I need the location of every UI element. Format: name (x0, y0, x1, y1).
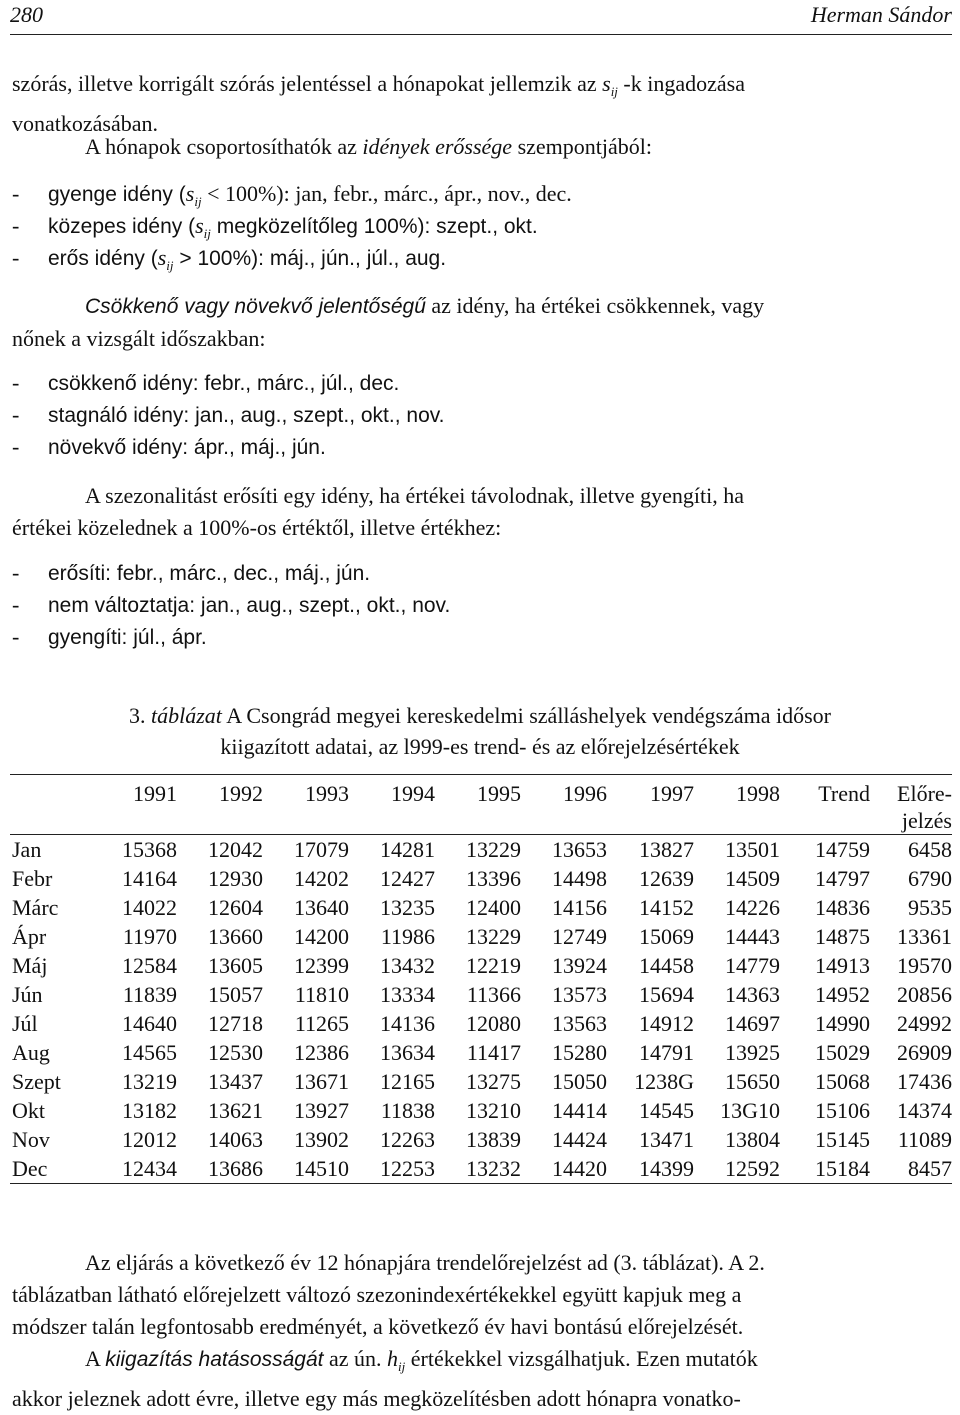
table-cell: 13229 (466, 924, 521, 949)
table-cell: 6790 (908, 866, 952, 891)
table-cell: 17436 (897, 1069, 952, 1094)
table-cell: 9535 (908, 895, 952, 920)
table-cell: 14836 (815, 895, 870, 920)
table-cell: 13232 (435, 1154, 521, 1184)
table-cell: 13235 (380, 895, 435, 920)
table-cell: 13660 (208, 924, 263, 949)
table-cell: 13G10 (720, 1098, 780, 1123)
table-cell: 13804 (725, 1127, 780, 1152)
table-cell: 13437 (208, 1069, 263, 1094)
row-label: Febr (12, 866, 53, 891)
table-cell: 14136 (380, 1011, 435, 1036)
table-row (10, 1125, 952, 1154)
table-cell: 13334 (380, 982, 435, 1007)
table-cell: 13640 (294, 895, 349, 920)
list-item: - erős idény $(s_{ij} > 100\%)$: máj., jún., júl., aug. (12, 245, 447, 273)
caption-text: kiigazított adatai, az l999-es trend- és az előrejelzésértékek (220, 734, 740, 759)
table-row (10, 1096, 952, 1125)
table-cell: 12386 (294, 1040, 349, 1065)
row-label: Ápr (12, 924, 47, 949)
table-cell: 1238G (634, 1069, 694, 1094)
table-cell: 19570 (897, 953, 952, 978)
table-cell: 12165 (380, 1069, 435, 1094)
table-cell: 14156 (552, 895, 607, 920)
table-cell: 14281 (349, 835, 435, 865)
paragraph-text: táblázatban látható előrejelzett változó szezonindexértékekkel együtt kapjuk meg a (12, 1282, 742, 1307)
paragraph-text: A hónapok csoportosíthatók az (85, 134, 357, 159)
table-cell: 13605 (208, 953, 263, 978)
table-cell: 13182 (122, 1098, 177, 1123)
emphasis-text: Csökkenő vagy növekvő jelentőségű (85, 295, 426, 318)
column-header: 1998 (694, 775, 780, 809)
table-row (10, 835, 952, 865)
math-subscript: ij (398, 1359, 406, 1374)
page-number: 280 (10, 2, 43, 27)
paragraph-text: az ún. (328, 1346, 382, 1371)
emphasis-text: idények erőssége (362, 134, 513, 159)
table-cell: 11838 (380, 1098, 435, 1123)
table-cell: 14414 (552, 1098, 607, 1123)
table-cell: 14565 (122, 1040, 177, 1065)
column-header: 1991 (80, 775, 177, 809)
table-cell: 14164 (122, 866, 177, 891)
table-cell: 14913 (815, 953, 870, 978)
table-cell: 13361 (897, 924, 952, 949)
table-row (10, 1154, 952, 1184)
table-cell: 11839 (122, 982, 177, 1007)
table-cell: 14640 (122, 1011, 177, 1036)
table-cell: 12012 (122, 1127, 177, 1152)
math-variable: s (602, 71, 611, 96)
data-table (10, 774, 952, 1184)
table-cell: 14498 (552, 866, 607, 891)
table-cell: 14779 (725, 953, 780, 978)
table-cell: 14226 (725, 895, 780, 920)
row-label: Aug (12, 1040, 50, 1065)
paragraph-text: akkor jeleznek adott évre, illetve egy más megközelítésben adott hónapra vonatko- (12, 1386, 741, 1411)
table-cell: 13210 (466, 1098, 521, 1123)
table-cell: 14420 (521, 1154, 607, 1184)
list-item: - erősíti: febr., márc., dec., máj., jún. (12, 560, 371, 585)
table-cell: 13432 (380, 953, 435, 978)
table-cell: 14990 (815, 1011, 870, 1036)
list-item: - nem változtatja: jan., aug., szept., okt., nov. (12, 592, 451, 617)
table-cell: 12263 (380, 1127, 435, 1152)
table-cell: 12604 (208, 895, 263, 920)
math-subscript: ij (610, 84, 618, 99)
table-cell: 13924 (552, 953, 607, 978)
table-cell: 13634 (380, 1040, 435, 1065)
table-cell: 13839 (466, 1127, 521, 1152)
column-header: 1997 (607, 775, 694, 809)
table-cell: 13471 (639, 1127, 694, 1152)
paragraph-intro (12, 68, 952, 140)
row-label: Jan (10, 835, 80, 865)
list-item: - növekvő idény: ápr., máj., jún. (12, 434, 326, 459)
table-cell: 14458 (639, 953, 694, 978)
list-item: - stagnáló idény: jan., aug., szept., okt., nov. (12, 402, 445, 427)
column-header-continuation: jelzés (901, 808, 952, 833)
table-cell: 12434 (80, 1154, 177, 1184)
column-header: 1993 (263, 775, 349, 809)
table-cell: 12749 (552, 924, 607, 949)
paragraph-text: értékei közelednek a 100%-os értéktől, illetve értékhez: (12, 515, 502, 540)
table-cell: 11810 (294, 982, 349, 1007)
paragraph-text: szempontjából: (517, 134, 652, 159)
table-cell: 12584 (122, 953, 177, 978)
table-cell: 15057 (208, 982, 263, 1007)
paragraph-trend (12, 290, 952, 355)
table-cell: 12592 (694, 1154, 780, 1184)
table-cell: 12400 (466, 895, 521, 920)
column-header: Trend (780, 775, 870, 809)
table-cell: 14509 (725, 866, 780, 891)
paragraph-text: nőnek a vizsgált időszakban: (12, 326, 266, 351)
table-cell: 13219 (122, 1069, 177, 1094)
table-cell: 14363 (725, 982, 780, 1007)
page-header (10, 0, 952, 35)
table-cell: 11986 (380, 924, 435, 949)
row-label: Dec (10, 1154, 80, 1184)
table-cell: 15106 (815, 1098, 870, 1123)
row-label: Szept (12, 1069, 61, 1094)
table-cell: 15050 (552, 1069, 607, 1094)
caption-label: táblázat (150, 703, 222, 728)
table-cell: 13653 (521, 835, 607, 865)
table-cell: 15069 (639, 924, 694, 949)
table-cell: 15184 (780, 1154, 870, 1184)
running-head-author: Herman Sándor (810, 2, 952, 27)
table-cell: 13501 (694, 835, 780, 865)
table-cell: 15694 (639, 982, 694, 1007)
table-cell: 13275 (466, 1069, 521, 1094)
table-cell: 13827 (607, 835, 694, 865)
caption-number: 3. (128, 703, 146, 728)
table-cell: 14063 (208, 1127, 263, 1152)
table-cell: 11417 (466, 1040, 521, 1065)
table-cell: 12042 (177, 835, 263, 865)
table-cell: 13621 (208, 1098, 263, 1123)
table-cell: 12718 (208, 1011, 263, 1036)
table-cell: 15650 (725, 1069, 780, 1094)
table-cell: 14152 (639, 895, 694, 920)
table-row (10, 1067, 952, 1096)
caption-text: A Csongrád megyei kereskedelmi szálláshelyek vendégszáma idősor (226, 703, 832, 728)
table-cell: 12427 (380, 866, 435, 891)
corner-cell (10, 775, 80, 809)
column-header: 1996 (521, 775, 607, 809)
table-row (10, 893, 952, 922)
table-cell: 13563 (552, 1011, 607, 1036)
table-row (10, 951, 952, 980)
paragraph-text: módszer talán legfontosabb eredményét, a következő év havi bontású előrejelzését. (12, 1314, 744, 1339)
column-header: Előre- (870, 775, 952, 809)
table-cell: 13229 (435, 835, 521, 865)
paragraph-text: Az eljárás a következő év 12 hónapjára trendelőrejelzést ad (3. táblázat). A 2. (85, 1250, 765, 1275)
table-cell: 12253 (349, 1154, 435, 1184)
table-cell: 14202 (294, 866, 349, 891)
paragraph-text: A szezonalitást erősíti egy idény, ha értékei távolodnak, illetve gyengíti, ha (85, 483, 744, 508)
table-cell: 12639 (639, 866, 694, 891)
table-cell: 14797 (815, 866, 870, 891)
table-cell: 13902 (294, 1127, 349, 1152)
table-cell: 6458 (870, 835, 952, 865)
column-header: 1995 (435, 775, 521, 809)
paragraph-text: az idény, ha értékei csökkennek, vagy (431, 293, 765, 318)
table-cell: 15145 (815, 1127, 870, 1152)
table-caption (0, 700, 960, 762)
table-cell: 13573 (552, 982, 607, 1007)
table-cell: 15068 (815, 1069, 870, 1094)
table-cell: 14952 (815, 982, 870, 1007)
row-label: Okt (12, 1098, 45, 1123)
math-variable: h (387, 1346, 399, 1371)
row-label: Jún (12, 982, 43, 1007)
table-cell: 11366 (466, 982, 521, 1007)
table-cell: 14424 (552, 1127, 607, 1152)
paragraph-grouping (85, 131, 952, 163)
table-cell: 15280 (552, 1040, 607, 1065)
table-cell: 14545 (639, 1098, 694, 1123)
row-label: Máj (12, 953, 48, 978)
table-cell: 12080 (466, 1011, 521, 1036)
paragraph-text: szórás, illetve korrigált szórás jelentéssel a hónapokat jellemzik az (12, 71, 597, 96)
table-cell: 14510 (263, 1154, 349, 1184)
table-cell: 13686 (177, 1154, 263, 1184)
paragraph-text: -k ingadozása (623, 71, 745, 96)
table-cell: 13927 (294, 1098, 349, 1123)
table-cell: 24992 (897, 1011, 952, 1036)
table-cell: 17079 (263, 835, 349, 865)
table-cell: 11265 (294, 1011, 349, 1036)
table-cell: 14443 (725, 924, 780, 949)
paragraph-efficiency (12, 1343, 952, 1415)
paragraph-text: vonatkozásában. (12, 111, 158, 136)
table-cell: 13925 (725, 1040, 780, 1065)
table-cell: 14399 (607, 1154, 694, 1184)
table-cell: 14875 (815, 924, 870, 949)
paragraph-text: értékekkel vizsgálhatjuk. Ezen mutatók (410, 1346, 758, 1371)
table-cell: 12219 (466, 953, 521, 978)
table-cell: 15368 (80, 835, 177, 865)
row-label: Júl (12, 1011, 38, 1036)
table-cell: 12530 (208, 1040, 263, 1065)
table-row (10, 1009, 952, 1038)
table-cell: 11089 (897, 1127, 952, 1152)
table-row (10, 980, 952, 1009)
table-cell: 14200 (294, 924, 349, 949)
row-label: Márc (12, 895, 59, 920)
table-row (10, 1038, 952, 1067)
emphasis-text: kiigazítás hatásosságát (105, 1348, 324, 1371)
table-body (10, 835, 952, 1184)
list-item: - gyenge idény $(s_{ij} < 100\%)$: jan, febr., márc., ápr., nov., dec. (12, 181, 572, 209)
column-header: 1992 (177, 775, 263, 809)
paragraph-text: A (85, 1346, 100, 1371)
table-cell: 14912 (639, 1011, 694, 1036)
table-cell: 12399 (294, 953, 349, 978)
paragraph-seasonality (12, 480, 952, 544)
table-cell: 20856 (897, 982, 952, 1007)
table-cell: 14022 (122, 895, 177, 920)
paragraph-forecast (12, 1247, 952, 1343)
table-cell: 14697 (725, 1011, 780, 1036)
table-cell: 14759 (780, 835, 870, 865)
table-cell: 14374 (897, 1098, 952, 1123)
table-cell: 13671 (294, 1069, 349, 1094)
table-header (10, 775, 952, 835)
table-row (10, 922, 952, 951)
list-item: - közepes idény ($s_{ij}$ megközelítőleg 100%): szept., okt. (12, 213, 538, 241)
row-label: Nov (12, 1127, 50, 1152)
table-cell: 26909 (897, 1040, 952, 1065)
table-cell: 14791 (639, 1040, 694, 1065)
list-item: - csökkenő idény: febr., márc., júl., dec. (12, 370, 400, 395)
list-item: - gyengíti: júl., ápr. (12, 624, 207, 649)
table-cell: 12930 (208, 866, 263, 891)
table-row (10, 864, 952, 893)
table-cell: 11970 (122, 924, 177, 949)
table-cell: 8457 (870, 1154, 952, 1184)
table-cell: 13396 (466, 866, 521, 891)
column-header: 1994 (349, 775, 435, 809)
table-cell: 15029 (815, 1040, 870, 1065)
